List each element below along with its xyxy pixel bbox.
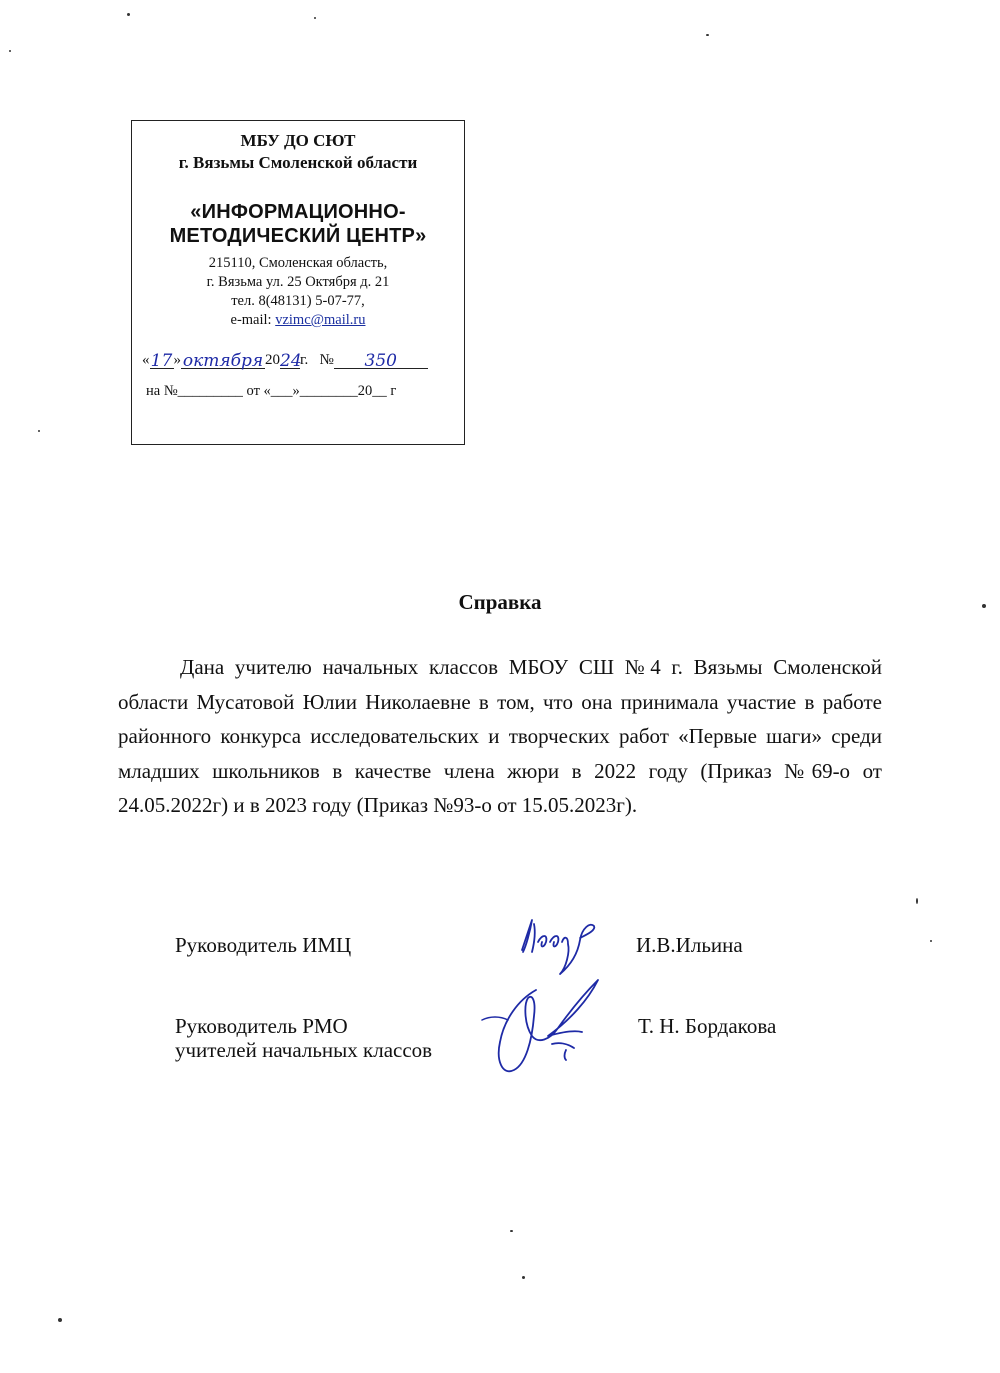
organization-location: г. Вязьмы Смоленской области xyxy=(178,153,418,172)
document-title: Справка xyxy=(458,590,542,614)
scan-speck xyxy=(510,1230,513,1232)
signatory-role-1-line1: Руководитель ИМЦ xyxy=(175,933,352,957)
date-open-quote: « xyxy=(142,352,150,368)
signatory-name-1: И.В.Ильина xyxy=(636,933,743,957)
date-month: октября xyxy=(182,351,264,371)
signatory-role-2 xyxy=(175,1014,432,1062)
scan-speck xyxy=(127,13,130,16)
signatory-role-2-line2: учителей начальных классов xyxy=(175,1038,433,1062)
scan-speck xyxy=(9,50,11,52)
scan-speck xyxy=(706,34,709,36)
outgoing-number: 350 xyxy=(334,351,428,369)
scan-speck xyxy=(38,430,40,432)
signatory-name-2: Т. Н. Бордакова xyxy=(638,1014,777,1038)
email-label: e-mail: xyxy=(230,312,276,328)
center-name-line2: МЕТОДИЧЕСКИЙ ЦЕНТР» xyxy=(169,225,427,247)
outgoing-date-number xyxy=(142,351,462,369)
scan-speck xyxy=(930,940,932,942)
organization-name: МБУ ДО СЮТ xyxy=(240,131,356,150)
signatory-role-1 xyxy=(175,933,351,957)
phone-line: тел. 8(48131) 5-07-77, xyxy=(231,293,365,309)
address-line1: 215110, Смоленская область, xyxy=(208,255,388,271)
letterhead-stamp xyxy=(131,120,465,445)
center-name-line1: «ИНФОРМАЦИОННО- xyxy=(190,201,406,223)
date-year-unit: г. xyxy=(300,352,309,368)
reference-line: на №_________ от «___»________20__ г xyxy=(146,383,397,399)
date-year-prefix: 20 xyxy=(265,352,280,368)
scan-speck xyxy=(982,604,986,608)
scan-speck xyxy=(314,17,316,19)
date-close-quote: » xyxy=(173,352,181,368)
scan-speck xyxy=(522,1276,525,1279)
scan-speck xyxy=(916,898,918,904)
email-line xyxy=(132,312,464,329)
date-year-suffix: 24 xyxy=(280,351,302,371)
signatory-role-2-line1: Руководитель РМО xyxy=(175,1014,348,1038)
scan-speck xyxy=(58,1318,62,1322)
certificate-body: Дана учителю начальных классов МБОУ СШ №4 г. Вязьмы Смоленской области Мусатовой Юлии Николаевне в том, что она принимала участие в работе районного конкурса исследовательских и творческих работ «Первые шаги» среди младших школьников в качестве члена жюри в 2022 году (Приказ №69-о от 24.05.2022г) и в 2023 году (Приказ №93-о от 15.05.2023г). xyxy=(118,655,882,818)
signature-bordakova xyxy=(478,960,606,1080)
date-day: 17 xyxy=(150,351,173,371)
email-link[interactable]: vzimc@mail.ru xyxy=(275,312,366,328)
address-line2: г. Вязьма ул. 25 Октября д. 21 xyxy=(206,274,390,290)
number-label: № xyxy=(319,352,334,368)
